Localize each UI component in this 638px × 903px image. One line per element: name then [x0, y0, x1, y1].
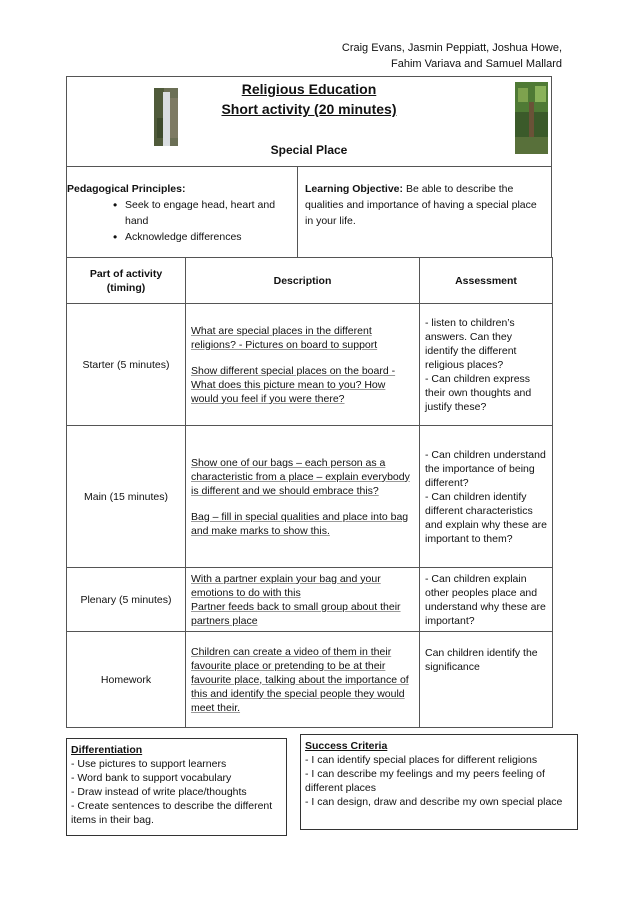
- principle-item: • Seek to engage head, heart and hand: [67, 197, 295, 229]
- assessment-cell: [420, 304, 553, 426]
- description-cell: [186, 632, 420, 728]
- description-text: Bag – fill in special qualities and place into bag and make marks to show this.: [191, 510, 409, 537]
- authors-block: [242, 40, 562, 72]
- list-item: - I can identify special places for different religions: [305, 754, 538, 766]
- description-text: With a partner explain your bag and your emotions to do with this: [191, 572, 381, 599]
- assessment-text: Can children identify the significance: [425, 647, 538, 673]
- pedagogical-principles: [67, 181, 295, 245]
- page-title: Religious Education: [241, 81, 377, 97]
- table-row: [67, 426, 553, 568]
- success-criteria-heading: Success Criteria: [305, 740, 388, 752]
- principle-item: • Acknowledge differences: [67, 229, 295, 245]
- assessment-cell: [420, 632, 553, 728]
- assessment-text: - Can children express their own thoughts and justify these?: [425, 372, 532, 413]
- column-header: Part of activity (timing): [67, 258, 186, 304]
- activity-table: [66, 257, 553, 728]
- divider: [297, 167, 298, 258]
- table-row: [67, 304, 553, 426]
- assessment-text: - listen to children’s answers. Can they identify the different religious places?: [425, 316, 517, 371]
- assessment-cell: [420, 568, 553, 632]
- topic-title: Special Place: [270, 143, 348, 157]
- list-item: - I can design, draw and describe my own special place: [305, 796, 563, 808]
- success-criteria-box: [300, 734, 578, 830]
- principles-label: Pedagogical Principles:: [67, 183, 186, 195]
- principles-section: [66, 166, 552, 258]
- objective-label: Learning Objective:: [305, 183, 404, 195]
- table-header-row: [67, 258, 553, 304]
- principles-list: [67, 197, 295, 245]
- description-text: What are special places in the different religions? - Pictures on board to support: [191, 324, 378, 351]
- lesson-header: [66, 76, 552, 167]
- list-item: - Word bank to support vocabulary: [71, 772, 232, 784]
- assessment-text: - Can children understand the importance of being different?: [425, 448, 546, 489]
- differentiation-heading: Differentiation: [71, 744, 143, 756]
- description-text: Show different special places on the board - What does this picture mean to you? How would you feel if you were there?: [191, 364, 396, 405]
- part-cell: Plenary (5 minutes): [67, 568, 186, 632]
- description-cell: [186, 568, 420, 632]
- part-cell: Main (15 minutes): [67, 426, 186, 568]
- activity-duration: Short activity (20 minutes): [221, 101, 397, 117]
- description-text: Partner feeds back to small group about their partners place: [191, 600, 401, 627]
- column-header: Description: [186, 258, 420, 304]
- description-cell: [186, 304, 420, 426]
- objective-text: Be able to describe the qualities and importance of having a special place in your life.: [305, 183, 537, 227]
- learning-objective: [305, 181, 541, 229]
- differentiation-box: [66, 738, 287, 836]
- list-item: - Use pictures to support learners: [71, 758, 227, 770]
- authors-line-1: Craig Evans, Jasmin Peppiatt, Joshua Howe,: [341, 42, 562, 54]
- list-item: - Draw instead of write place/thoughts: [71, 786, 247, 798]
- table-row: [67, 568, 553, 632]
- part-cell: Homework: [67, 632, 186, 728]
- assessment-cell: [420, 426, 553, 568]
- description-text: Children can create a video of them in their favourite place or pretending to be at their favourite place, talking about the importance of this and identify the special people they would meet their.: [191, 645, 409, 714]
- description-text: Show one of our bags – each person as a characteristic from a place – explain everybody is different and we should embrace this?: [191, 456, 410, 497]
- list-item: - I can describe my feelings and my peers feeling of different places: [305, 768, 545, 794]
- assessment-text: - Can children identify different characteristics and explain why these are important to them?: [425, 490, 547, 545]
- assessment-text: - Can children explain other peoples place and understand why these are important?: [425, 572, 546, 627]
- column-header: Assessment: [420, 258, 553, 304]
- description-cell: [186, 426, 420, 568]
- authors-line-2: Fahim Variava and Samuel Mallard: [391, 58, 562, 70]
- list-item: - Create sentences to describe the different items in their bag.: [71, 800, 273, 826]
- part-cell: Starter (5 minutes): [67, 304, 186, 426]
- table-row: [67, 632, 553, 728]
